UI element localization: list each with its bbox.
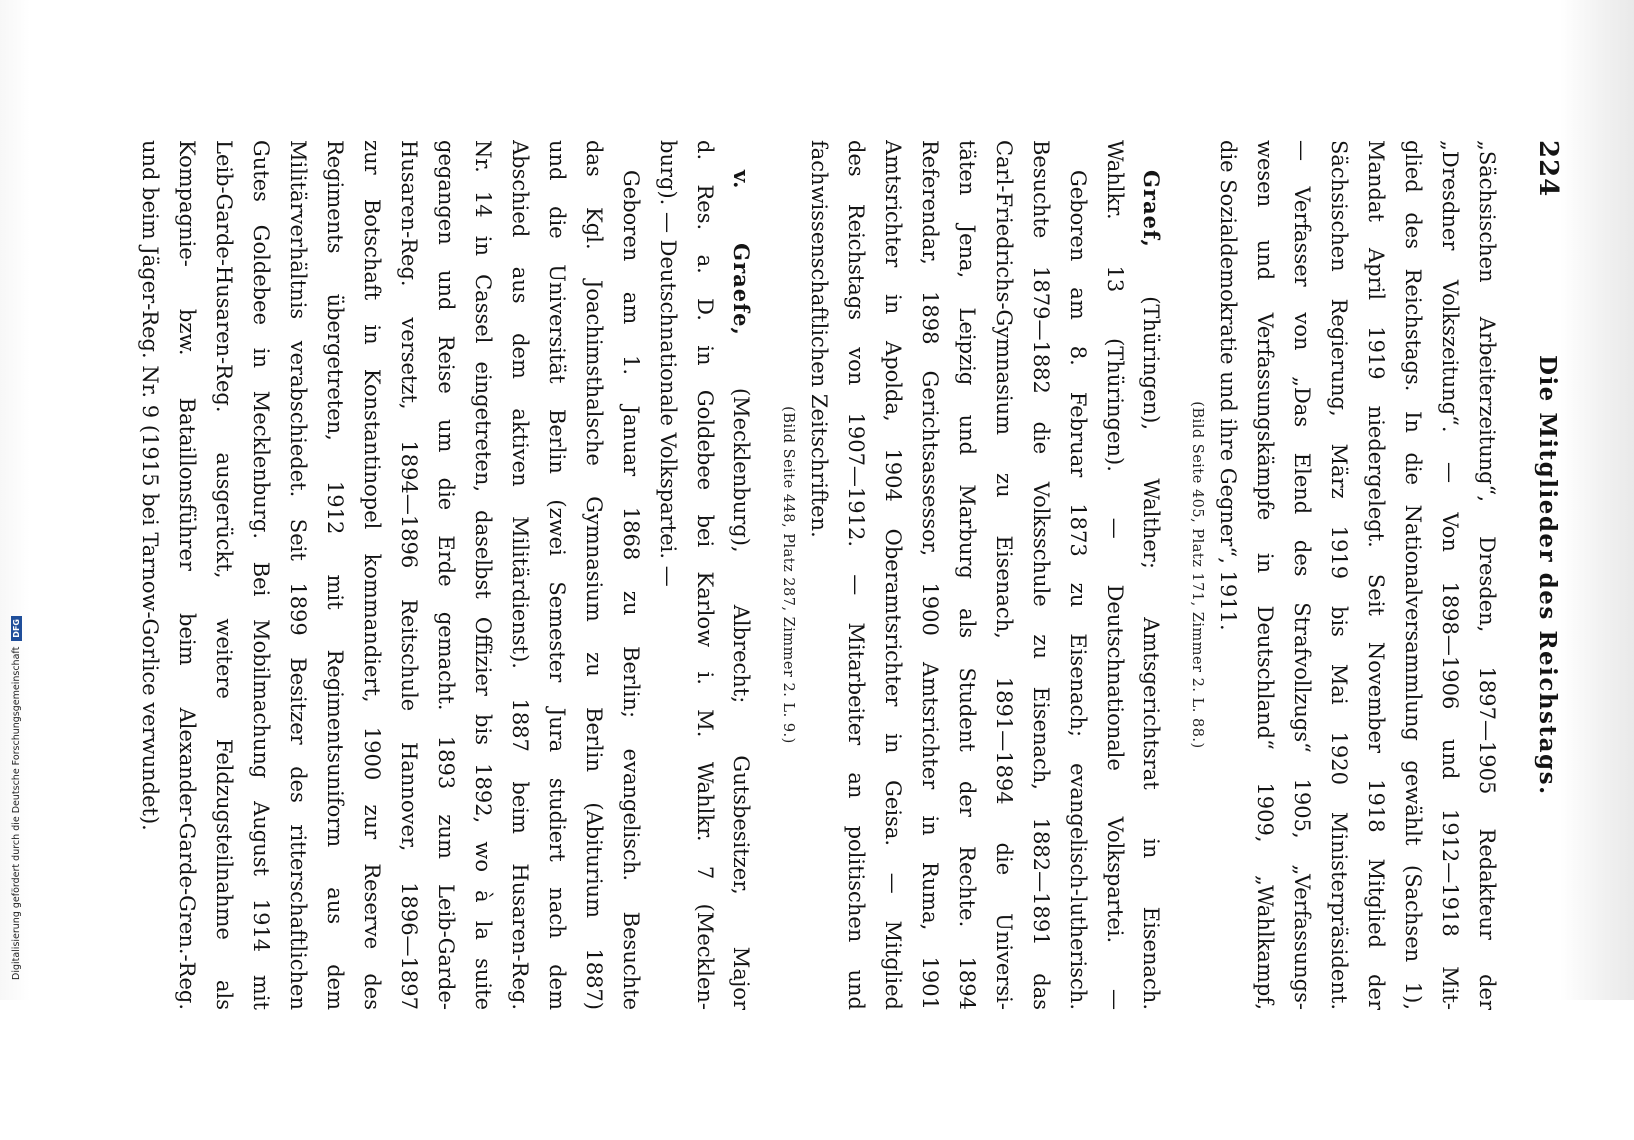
text-line: Abschied aus dem aktiven Militärdienst). 1887 beim Husaren-Reg. [508, 140, 532, 1010]
text-line: und die Universität Berlin (zwei Semester Jura studiert nach dem [545, 140, 569, 1010]
text-line: Sächsischen Regierung, März 1919 bis Mai 1920 Ministerpräsident. [1327, 140, 1351, 1010]
running-head: Die Mitglieder des Reichstags. [1534, 355, 1561, 796]
credit-text-group [11, 616, 22, 980]
text-line: gegangen und Reise um die Erde gemacht. 1893 zum Leib-Garde- [434, 140, 458, 1010]
text-line: und beim Jäger-Reg. Nr. 9 (1915 bei Tarnow-Gorlice verwundet). [138, 140, 162, 831]
entry-graef-heading-line: Graef, (Thüringen), Walther; Amtsgerichtsrat in Eisenach. [1139, 170, 1164, 1010]
book-page-rotated [45, 140, 1565, 1140]
text-line: Leib-Garde-Husaren-Reg. ausgerückt, weitere Feldzugsteilnahme als [212, 140, 236, 1010]
text-line: Amtsrichter in Apolda, 1904 Oberamtsrichter in Geisa. — Mitglied [881, 140, 905, 1010]
text-line: Nr. 14 in Cassel eingetreten, daselbst Offizier bis 1892, wo à la suite [471, 140, 495, 1010]
entry-graefe-heading-line: v. Graefe, (Mecklenburg), Albrecht; Gutsbesitzer, Major [729, 170, 754, 1010]
text-line: glied des Reichstags. In die Nationalversammlung gewählt (Sachsen 1), [1401, 140, 1425, 1010]
text-line: des Reichstags von 1907—1912. — Mitarbeiter an politischen und [844, 140, 868, 1010]
text-line: Geboren am 1. Januar 1868 zu Berlin; evangelisch. Besuchte [619, 170, 643, 1010]
text-line: die Sozialdemokratie und ihre Gegner“, 1911. [1216, 140, 1240, 631]
text-line: d. Res. a. D. in Goldebee bei Karlow i. M. Wahlkr. 7 (Mecklen- [693, 140, 717, 1010]
text-line: „Dresdner Volkszeitung“. — Von 1898—1906 und 1912—1918 Mit- [1438, 140, 1462, 1010]
page-header [1509, 140, 1565, 1020]
text-line: Husaren-Reg. versetzt, 1894—1896 Reitschule Hannover, 1896—1897 [397, 140, 421, 1010]
text-line: — Verfasser von „Das Elend des Strafvollzugs“ 1905, „Verfassungs- [1290, 140, 1314, 1010]
digitization-credit-strip [0, 0, 22, 1000]
entry-name: v. Graefe, [729, 170, 754, 336]
text-line: Militärverhältnis verabschiedet. Seit 1899 Besitzer des ritterschaftlichen [286, 140, 310, 1010]
text-line: Wahlkr. 13 (Thüringen). — Deutschnationale Volkspartei. — [1103, 140, 1127, 1010]
text-line: Gutes Goldebee in Mecklenburg. Bei Mobilmachung August 1914 mit [249, 140, 273, 1010]
entry-name: Graef, [1139, 170, 1164, 248]
photo-reference-caption: (Bild Seite 448, Platz 287, Zimmer 2. L. 9.) [780, 406, 796, 744]
text-line: Kompagnie- bzw. Bataillonsführer beim Alexander-Garde-Gren.-Reg. [175, 140, 199, 1010]
text-line: Besuchte 1879—1882 die Volksschule zu Eisenach, 1882—1891 das [1029, 140, 1053, 1010]
text-line: Regiments übergetreten, 1912 mit Regimentsuniform aus dem [323, 140, 347, 1010]
dfg-credit-text: Digitalisierung gefördert durch die Deutsche Forschungsgemeinschaft [11, 646, 22, 980]
text-line: zur Botschaft in Konstantinopel kommandiert, 1900 zur Reserve des [360, 140, 384, 1010]
text-line: wesen und Verfassungskämpfe in Deutschland“ 1909, „Wahlkampf, [1253, 140, 1277, 1010]
dfg-logo: DFG [11, 616, 22, 641]
text-line: burg). — Deutschnationale Volkspartei. — [656, 140, 680, 587]
text-line: das Kgl. Joachimsthalsche Gymnasium zu Berlin (Abiturium 1887) [582, 140, 606, 1010]
photo-reference-caption: (Bild Seite 405, Platz 171, Zimmer 2. L. 88.) [1189, 401, 1205, 749]
text-line: „Sächsischen Arbeiterzeitung“, Dresden, 1897—1905 Redakteur der [1475, 140, 1499, 1010]
text-line: täten Jena, Leipzig und Marburg als Student der Rechte. 1894 [955, 140, 979, 1010]
text-line: Carl-Friedrichs-Gymnasium zu Eisenach, 1891—1894 die Universi- [992, 140, 1016, 1010]
text-line: Geboren am 8. Februar 1873 zu Eisenach; evangelisch-lutherisch. [1066, 170, 1090, 1010]
text-line: Mandat April 1919 niedergelegt. Seit November 1918 Mitglied der [1364, 140, 1388, 1010]
text-line: fachwissenschaftlichen Zeitschriften. [807, 140, 831, 538]
text-line: Referendar, 1898 Gerichtsassessor, 1900 Amtsrichter in Ruma, 1901 [918, 140, 942, 1010]
page-number: 224 [1533, 140, 1563, 198]
